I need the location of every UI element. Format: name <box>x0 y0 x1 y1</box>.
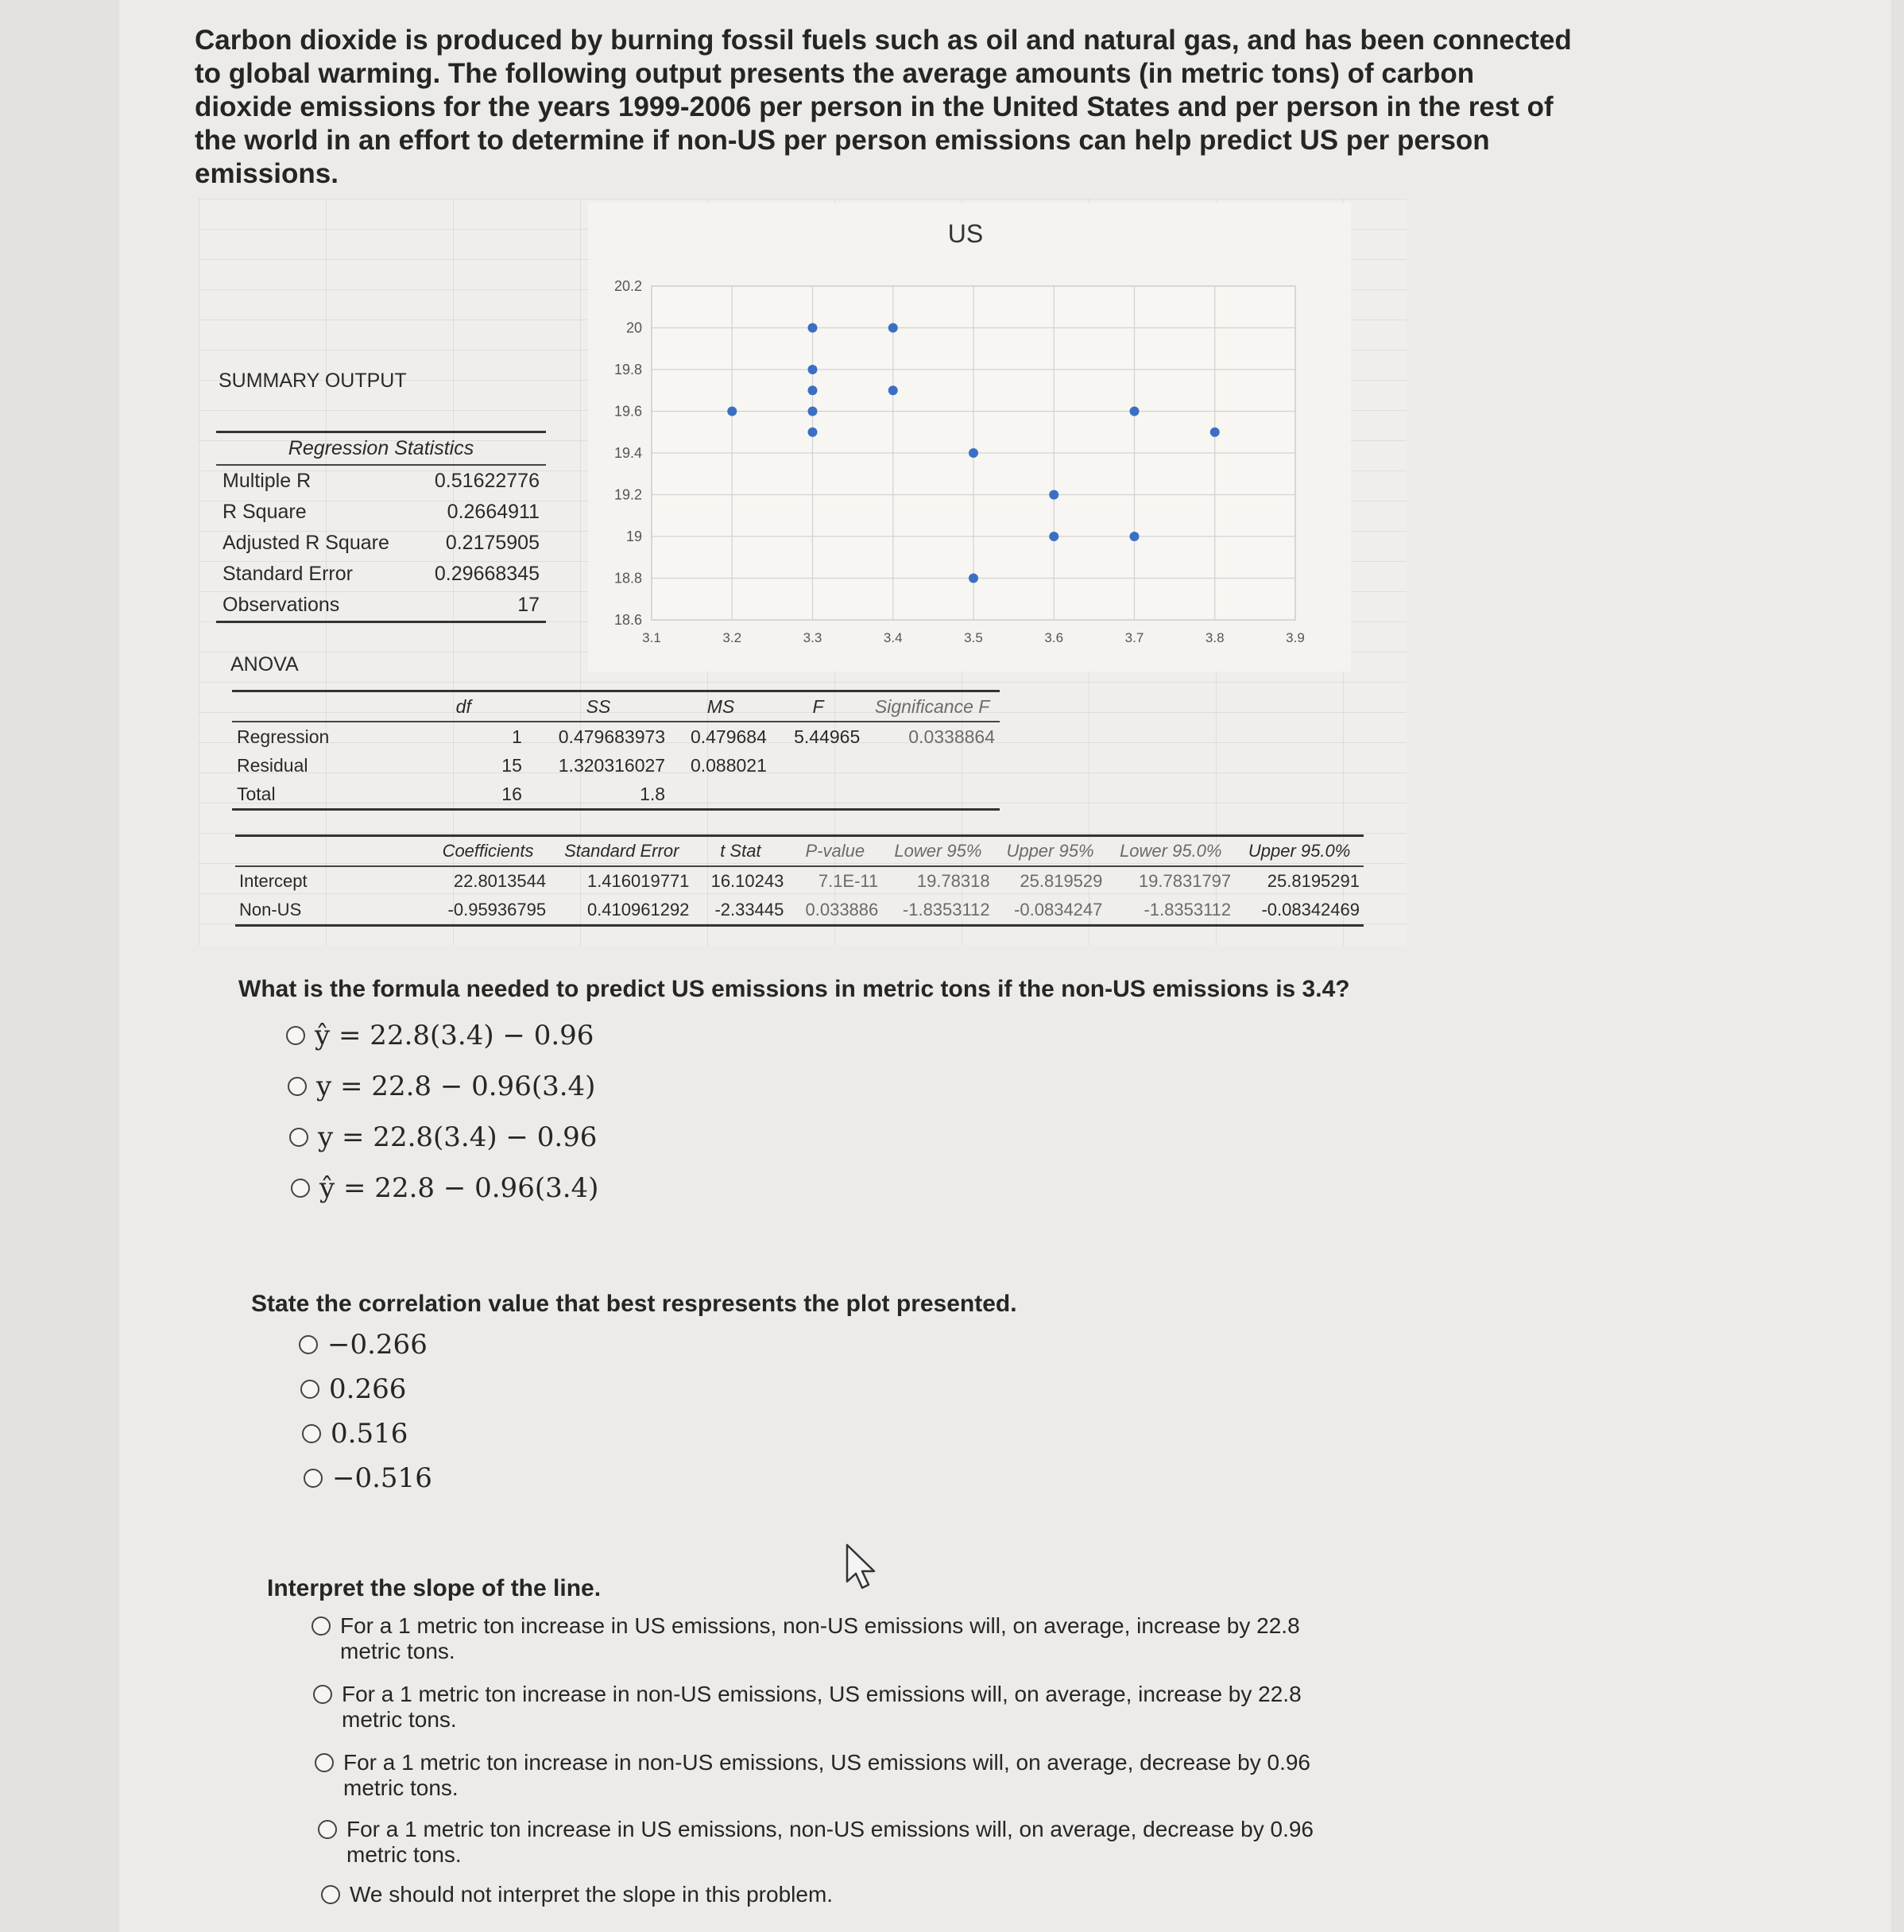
y-tick-label: 18.6 <box>613 612 642 628</box>
q3-option-5[interactable] <box>321 1882 1354 1907</box>
q2-option-3[interactable] <box>302 1418 408 1450</box>
summary-output-title: SUMMARY OUTPUT <box>219 370 407 392</box>
coef-cell: -0.08342469 <box>1235 896 1364 926</box>
q1-option-3[interactable] <box>289 1121 597 1153</box>
coef-header: Lower 95.0% <box>1106 836 1235 867</box>
y-tick-label: 19.4 <box>613 445 642 461</box>
anova-header: F <box>772 691 865 722</box>
anova-cell: 0.479683973 <box>558 726 666 747</box>
data-point <box>888 385 898 395</box>
coef-header: Lower 95% <box>882 836 993 867</box>
radio-button[interactable] <box>304 1469 323 1488</box>
q1-option-2-label: y = 22.8 − 0.96(3.4) <box>316 1071 596 1102</box>
y-tick-label: 19.2 <box>613 486 642 503</box>
y-tick-label: 18.8 <box>613 570 642 587</box>
data-point <box>1210 428 1220 437</box>
regression-statistics-header: Regression Statistics <box>216 432 546 466</box>
data-point <box>1130 407 1140 416</box>
coef-cell: 7.1E-11 <box>818 871 879 891</box>
anova-cell: Residual <box>237 754 308 776</box>
data-point <box>808 365 818 374</box>
question-3-prompt: Interpret the slope of the line. <box>267 1575 602 1601</box>
coef-header: Upper 95.0% <box>1235 836 1364 867</box>
x-tick-label: 3.2 <box>722 630 742 645</box>
stat-label: R Square <box>223 501 307 523</box>
coef-cell: -2.33445 <box>693 896 788 926</box>
stat-value: 0.2664911 <box>447 501 540 523</box>
q2-option-1-label: −0.266 <box>327 1329 428 1361</box>
radio-button[interactable] <box>291 1179 310 1198</box>
coef-cell: Intercept <box>239 871 308 891</box>
anova-cell <box>865 751 1000 780</box>
q2-option-3-label: 0.516 <box>331 1418 408 1450</box>
x-tick-label: 3.3 <box>803 630 822 645</box>
radio-button[interactable] <box>289 1128 308 1147</box>
q1-option-2[interactable] <box>288 1071 595 1102</box>
stat-value: 0.2175905 <box>445 532 540 554</box>
q3-option-2-label: For a 1 metric ton increase in non-US emissions, US emissions will, on average, increase by 22.8 metric tons. <box>342 1682 1302 1732</box>
data-point <box>969 574 978 583</box>
coef-header <box>235 836 426 867</box>
anova-cell: 1.320316027 <box>558 754 666 776</box>
x-tick-label: 3.6 <box>1044 630 1064 645</box>
q3-option-1-label: For a 1 metric ton increase in US emissions, non-US emissions will, on average, increase by 22.8 metric tons. <box>340 1613 1300 1663</box>
q3-option-4-label: For a 1 metric ton increase in US emissions, non-US emissions will, on average, decrease by 0.96 metric tons. <box>346 1817 1314 1867</box>
coef-cell: -0.95936795 <box>426 896 550 926</box>
coef-header: Coefficients <box>426 836 550 867</box>
stat-value: 0.51622776 <box>434 470 540 492</box>
radio-button[interactable] <box>286 1026 305 1045</box>
anova-cell: 1 <box>512 726 522 747</box>
x-tick-label: 3.8 <box>1205 630 1225 645</box>
radio-button[interactable] <box>315 1753 334 1772</box>
stat-label: Multiple R <box>223 470 312 492</box>
coef-header: P-value <box>788 836 882 867</box>
data-point <box>969 448 978 458</box>
anova-cell <box>772 780 865 810</box>
radio-button[interactable] <box>321 1885 340 1904</box>
data-point <box>727 407 737 416</box>
q2-option-2[interactable] <box>300 1373 406 1405</box>
coefficients-table <box>235 834 1364 927</box>
stat-label: Adjusted R Square <box>223 532 389 554</box>
radio-button[interactable] <box>299 1335 318 1354</box>
regression-statistics-table <box>216 431 546 623</box>
anova-cell: 0.0338864 <box>908 726 995 747</box>
data-point <box>808 385 818 395</box>
q2-option-1[interactable] <box>299 1329 428 1361</box>
q1-option-3-label: y = 22.8(3.4) − 0.96 <box>318 1121 598 1153</box>
coef-cell: 0.410961292 <box>550 896 693 926</box>
q3-option-3-label: For a 1 metric ton increase in non-US emissions, US emissions will, on average, decrease by 0.96 metric tons. <box>343 1750 1310 1800</box>
q1-option-1[interactable] <box>286 1020 594 1051</box>
coef-cell: 19.78318 <box>916 871 990 891</box>
anova-cell <box>670 780 772 810</box>
data-point <box>1049 490 1058 500</box>
y-tick-label: 19.6 <box>613 403 642 420</box>
stat-value: 17 <box>416 590 546 622</box>
scatter-chart <box>588 203 1351 672</box>
coef-cell: 0.033886 <box>788 896 882 926</box>
anova-cell: Total <box>232 780 401 810</box>
x-tick-label: 3.1 <box>642 630 661 645</box>
anova-header <box>232 691 401 722</box>
coef-cell: -1.8353112 <box>882 896 993 926</box>
data-point <box>1049 532 1058 541</box>
x-tick-label: 3.9 <box>1286 630 1305 645</box>
stat-value: 0.29668345 <box>434 563 540 585</box>
y-tick-label: 20 <box>625 319 642 336</box>
q3-option-3[interactable] <box>315 1750 1348 1801</box>
radio-button[interactable] <box>288 1077 307 1096</box>
radio-button[interactable] <box>318 1820 337 1839</box>
anova-cell <box>865 780 1000 810</box>
coef-cell: 16.10243 <box>710 871 784 891</box>
anova-cell: 0.479684 <box>690 726 767 747</box>
x-tick-label: 3.7 <box>1124 630 1144 645</box>
q2-option-2-label: 0.266 <box>329 1373 407 1405</box>
data-point <box>808 407 818 416</box>
y-tick-label: 19.8 <box>613 362 642 377</box>
anova-title: ANOVA <box>230 653 299 676</box>
anova-header: df <box>401 691 527 722</box>
chart-title: US <box>947 219 984 248</box>
coef-cell: -0.0834247 <box>994 896 1107 926</box>
coef-header: Standard Error <box>550 836 693 867</box>
x-tick-label: 3.5 <box>964 630 983 645</box>
anova-cell: 5.44965 <box>794 726 861 747</box>
stat-label: Observations <box>216 590 416 622</box>
question-2-prompt: State the correlation value that best respresents the plot presented. <box>251 1291 1017 1317</box>
coef-cell: 19.7831797 <box>1138 871 1232 891</box>
anova-cell: 1.8 <box>527 780 670 810</box>
anova-cell <box>772 751 865 780</box>
q3-option-5-label: We should not interpret the slope in this problem. <box>350 1882 834 1907</box>
scatter-chart-svg <box>588 203 1351 672</box>
radio-button[interactable] <box>312 1616 331 1636</box>
anova-cell: Regression <box>237 726 330 747</box>
anova-cell: 0.088021 <box>690 754 767 776</box>
anova-table <box>232 690 1000 811</box>
q1-option-4-label: ŷ = 22.8 − 0.96(3.4) <box>319 1172 599 1204</box>
radio-button[interactable] <box>313 1685 332 1704</box>
q3-option-2[interactable] <box>313 1682 1346 1733</box>
data-point <box>888 323 898 333</box>
radio-button[interactable] <box>300 1380 319 1399</box>
radio-button[interactable] <box>302 1424 321 1443</box>
data-point <box>1130 532 1140 541</box>
problem-intro: Carbon dioxide is produced by burning fossil fuels such as oil and natural gas, and has been connected to global warming. The following output presents the average amounts (in metric tons) of carbon dioxide emissions for the years 1999-2006 per person in the United States and per person in the rest of the world in an effort to determine if non-US per person emissions can help predict US per person emissions. <box>195 25 1572 189</box>
coef-cell: -1.8353112 <box>1106 896 1235 926</box>
coef-cell: 25.819529 <box>1020 871 1103 891</box>
data-point <box>808 428 818 437</box>
coef-cell: 22.8013544 <box>453 871 547 891</box>
y-tick-label: 19 <box>625 528 642 544</box>
x-tick-label: 3.4 <box>883 630 903 645</box>
q1-option-1-label: ŷ = 22.8(3.4) − 0.96 <box>315 1020 594 1051</box>
q2-option-4[interactable] <box>304 1462 432 1494</box>
coef-cell: Non-US <box>235 896 426 926</box>
coef-cell: 1.416019771 <box>586 871 690 891</box>
data-point <box>808 323 818 333</box>
y-tick-label: 20.2 <box>613 278 642 294</box>
anova-cell: 16 <box>401 780 527 810</box>
mouse-pointer-icon <box>844 1543 884 1591</box>
anova-header: Significance F <box>865 691 1000 722</box>
question-1-prompt: What is the formula needed to predict US emissions in metric tons if the non-US emissions is 3.4? <box>238 976 1350 1002</box>
anova-header: SS <box>527 691 670 722</box>
coef-cell: 25.8195291 <box>1267 871 1360 891</box>
stat-label: Standard Error <box>223 563 353 585</box>
q1-option-4[interactable] <box>291 1172 598 1204</box>
q3-option-1[interactable] <box>312 1613 1345 1664</box>
anova-header: MS <box>670 691 772 722</box>
coef-header: t Stat <box>693 836 788 867</box>
coef-header: Upper 95% <box>994 836 1107 867</box>
anova-cell: 15 <box>501 754 522 776</box>
q2-option-4-label: −0.516 <box>332 1462 432 1494</box>
q3-option-4[interactable] <box>318 1817 1351 1868</box>
